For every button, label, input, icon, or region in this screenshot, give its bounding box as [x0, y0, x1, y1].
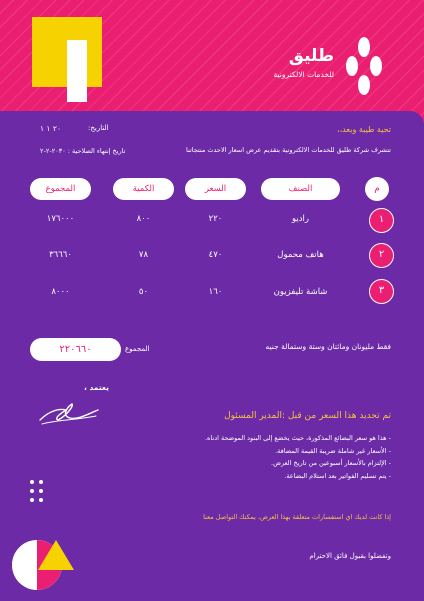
pricing-title: تم تحديد هذا السعر من قبل :المدير المسئول [224, 411, 391, 421]
header-total: المجموع [30, 178, 91, 200]
list-item: - الإلتزام بالأسعار أسبوعين من تاريخ العرض. [271, 459, 391, 467]
total-label: المجموع [125, 345, 150, 353]
white-bar-decoration [67, 40, 87, 102]
total-value: ٢٢٠٦٦٠ [30, 338, 121, 361]
header-num: م [365, 177, 389, 201]
header-price: السعر [185, 178, 246, 200]
signature-icon [36, 398, 102, 428]
row-item: شاشة تليفزيون [273, 287, 328, 297]
row-price: ٤٧٠ [208, 250, 223, 260]
row-total: ٨٠٠٠ [51, 287, 70, 297]
row-item: راديو [291, 214, 309, 224]
row-number: ١ [369, 208, 394, 233]
list-item: - الأسعار غير شاملة ضريبة القيمة المضافة. [275, 446, 391, 455]
date-label: التاريخ: [88, 124, 109, 132]
row-total: ١٧٦٠٠٠ [46, 214, 75, 224]
list-item: - يتم تسليم الفواتير بعد استلام البضاعة. [284, 471, 391, 480]
approval-label: يعتمد ، [84, 383, 109, 392]
header-qty: الكمية [113, 178, 174, 200]
intro-text: تتشرف شركة طليق للخدمات الالكترونية بتقديم عرض اسعار الاحدث منتجاتنا [186, 146, 391, 154]
brand-name: طليق [288, 46, 334, 66]
expiry-date: تاريخ إنتهاء الصلاحية : ٢٠٣٠-٢-٢ [40, 147, 126, 155]
row-qty: ٧٨ [138, 250, 149, 260]
header-item: الصنف [261, 178, 340, 200]
header-banner [0, 0, 424, 125]
greeting: تحية طيبة وبعد،، [337, 125, 391, 134]
row-price: ٢٢٠ [208, 214, 223, 224]
list-item: - هذا هو سعر البضائع المذكورة، حيث يخضع إلى البنود الموضحة ادناه. [204, 434, 391, 442]
triangle-decoration [38, 540, 74, 570]
terms-list [151, 432, 391, 482]
closing-text: وتفضلوا بقبول فائق الاحترام [309, 552, 391, 560]
row-number: ٣ [369, 279, 394, 304]
row-item: هاتف محمول [277, 250, 324, 260]
row-number: ٢ [369, 243, 394, 268]
brand-subtitle: للخدمات الالكترونية [273, 70, 334, 79]
row-price: ١٦٠ [208, 287, 223, 297]
row-total: ٣٦٦٦٠ [49, 250, 72, 260]
contact-text: إذا كانت لديك اي استفسارات متعلقة بهذا العرض، يمكنك التواصل معنا [203, 513, 391, 521]
brand-logo-icon [342, 37, 386, 95]
dots-decoration [30, 480, 50, 510]
row-qty: ٨٠٠ [136, 214, 151, 224]
row-qty: ٥٠ [138, 287, 149, 297]
amount-in-words: فقط مليونان ومائتان وستة وستمالة جنيه [265, 342, 391, 351]
date-value: ٢٠ ١ ١ [40, 124, 61, 133]
